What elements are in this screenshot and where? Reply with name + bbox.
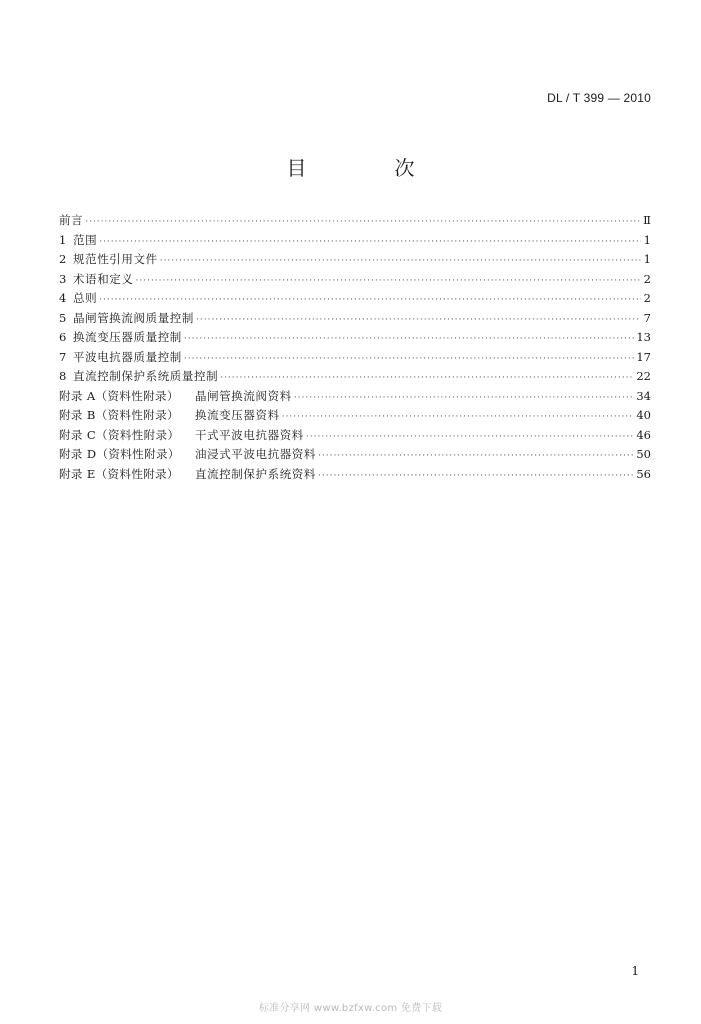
dot-leader (184, 350, 634, 370)
dot-leader (160, 252, 641, 272)
toc-entry-number: 6 (59, 330, 67, 344)
toc-entry-6[interactable] (59, 328, 651, 348)
table-of-contents (59, 211, 651, 484)
appendix-prefix: 附录 B（资料性附录） (59, 408, 180, 422)
toc-entry-label: 前言 (59, 213, 84, 227)
toc-appendix-b[interactable] (59, 406, 651, 426)
dot-leader (282, 408, 635, 428)
dot-leader (318, 447, 634, 467)
toc-entry-1[interactable] (59, 231, 651, 251)
toc-entry-label: 范围 (73, 232, 98, 247)
toc-entry-5[interactable] (59, 309, 651, 329)
toc-entry-label: 直流控制保护系统质量控制 (73, 369, 219, 383)
appendix-prefix: 附录 D（资料性附录） (59, 447, 180, 461)
appendix-label: 直流控制保护系统资料 (195, 466, 316, 481)
toc-entry-page: 2 (643, 291, 651, 305)
appendix-page: 46 (636, 427, 651, 442)
appendix-label: 换流变压器资料 (195, 408, 280, 422)
toc-entry-page: 1 (643, 232, 651, 247)
dot-leader (196, 311, 641, 331)
toc-entry-number: 7 (59, 349, 67, 364)
toc-appendix-e[interactable] (59, 465, 651, 485)
toc-entry-label: 换流变压器质量控制 (73, 330, 182, 344)
toc-entry-page: 2 (643, 271, 651, 286)
toc-entry-number: 5 (59, 310, 67, 325)
appendix-page: 50 (636, 447, 651, 461)
toc-entry-8[interactable] (59, 367, 651, 387)
appendix-page: 56 (636, 466, 651, 481)
dot-leader (318, 467, 634, 487)
toc-entry-page: 13 (636, 330, 651, 344)
toc-entry-label: 规范性引用文件 (73, 252, 158, 266)
dot-leader (99, 233, 641, 253)
dot-leader (85, 213, 641, 233)
appendix-prefix: 附录 E（资料性附录） (59, 466, 179, 481)
toc-entry-number: 8 (59, 369, 67, 383)
toc-appendix-c[interactable] (59, 426, 651, 446)
toc-entry-label: 总则 (73, 291, 98, 305)
dot-leader (184, 330, 634, 350)
appendix-label: 晶闸管换流阀资料 (195, 388, 292, 403)
page-number: 1 (631, 964, 639, 978)
appendix-page: 40 (636, 408, 651, 422)
appendix-page: 34 (636, 388, 651, 403)
dot-leader (306, 428, 634, 448)
toc-appendix-a[interactable] (59, 387, 651, 407)
toc-entry-number: 1 (59, 232, 67, 247)
toc-entry-number: 4 (59, 291, 67, 305)
toc-entry-number: 2 (59, 252, 67, 266)
toc-entry-page: 22 (636, 369, 651, 383)
toc-entry-page: Ⅱ (643, 213, 651, 227)
toc-entry-7[interactable] (59, 348, 651, 368)
toc-entry-page: 1 (643, 252, 651, 266)
toc-entry-label: 平波电抗器质量控制 (73, 349, 182, 364)
toc-entry-number: 3 (59, 271, 67, 286)
toc-entry-3[interactable] (59, 270, 651, 290)
dot-leader (136, 272, 642, 292)
page-title: 目 次 (286, 156, 449, 180)
standard-code: DL / T 399 — 2010 (547, 91, 651, 105)
toc-entry-page: 7 (643, 310, 651, 325)
appendix-prefix: 附录 A（资料性附录） (59, 388, 179, 403)
watermark: 标准分享网 www.bzfxw.com 免费下载 (258, 1003, 443, 1014)
appendix-label: 油浸式平波电抗器资料 (195, 447, 316, 461)
toc-appendix-d[interactable] (59, 445, 651, 465)
appendix-label: 干式平波电抗器资料 (195, 427, 304, 442)
toc-entry-page: 17 (636, 349, 651, 364)
toc-entry-label: 术语和定义 (73, 271, 134, 286)
toc-entry-foreword[interactable] (59, 211, 651, 231)
appendix-prefix: 附录 C（资料性附录） (59, 427, 180, 442)
dot-leader (294, 389, 635, 409)
toc-entry-2[interactable] (59, 250, 651, 270)
toc-entry-label: 晶闸管换流阀质量控制 (73, 310, 194, 325)
toc-entry-4[interactable] (59, 289, 651, 309)
